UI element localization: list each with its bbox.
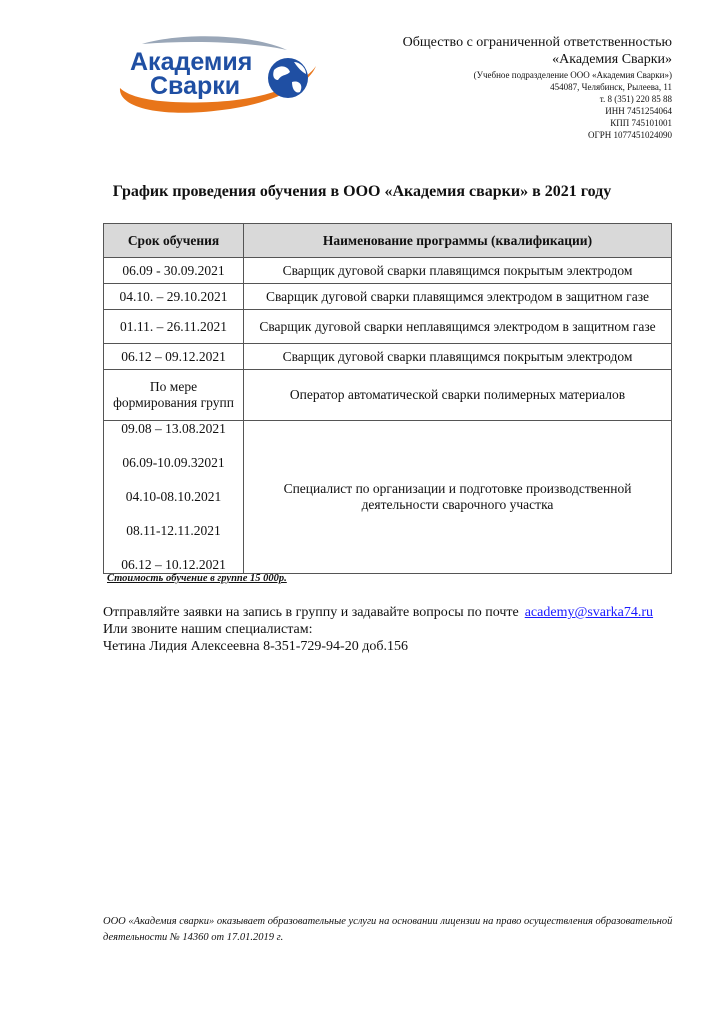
contact-line3: Четина Лидия Алексеевна 8-351-729-94-20 доб.156	[103, 639, 408, 654]
company-kpp: КПП 745101001	[610, 118, 672, 128]
term-cell: 04.10. – 29.10.2021	[104, 284, 244, 310]
term-cell: По мере формирования групп	[104, 370, 244, 421]
term-date: 06.09-10.09.32021	[122, 455, 225, 470]
globe-icon	[268, 58, 308, 98]
table-row	[104, 421, 672, 574]
term-cell-multi	[104, 421, 244, 574]
document-title: График проведения обучения в ООО «Академия сварки» в 2021 году	[112, 183, 612, 200]
logo-text-line1: Академия	[130, 48, 253, 76]
table-row	[104, 344, 672, 370]
contact-line1	[103, 604, 653, 621]
company-address: 454087, Челябинск, Рылеева, 11	[550, 82, 672, 92]
logo-text-line2: Сварки	[150, 72, 241, 100]
cost-note: Стоимость обучение в группе 15 000р.	[107, 573, 287, 584]
term-date: 09.08 – 13.08.2021	[121, 421, 226, 436]
company-phone: т. 8 (351) 220 85 88	[599, 94, 672, 104]
company-inn: ИНН 7451254064	[605, 106, 672, 116]
company-subdivision: (Учебное подразделение ООО «Академия Сварки»)	[473, 70, 672, 80]
table-header-row	[104, 224, 672, 258]
program-cell: Оператор автоматической сварки полимерных материалов	[244, 370, 672, 421]
table-row	[104, 258, 672, 284]
table-row	[104, 370, 672, 421]
schedule-table	[103, 223, 672, 574]
company-details	[403, 34, 672, 141]
program-cell: Сварщик дуговой сварки плавящимся покрытым электродом	[244, 258, 672, 284]
company-ogrn: ОГРН 1077451024090	[588, 130, 672, 140]
term-date: 08.11-12.11.2021	[126, 523, 221, 538]
company-logo	[112, 30, 322, 120]
contact-text: Отправляйте заявки на запись в группу и задавайте вопросы по почте	[103, 605, 519, 620]
email-link[interactable]: academy@svarka74.ru	[524, 605, 654, 620]
company-name-line1: Общество с ограниченной ответственностью	[402, 35, 672, 50]
program-cell: Сварщик дуговой сварки плавящимся электродом в защитном газе	[244, 284, 672, 310]
program-cell: Сварщик дуговой сварки неплавящимся электродом в защитном газе	[244, 310, 672, 344]
contact-block	[103, 604, 653, 655]
license-footer: ООО «Академия сварки» оказывает образовательные услуги на основании лицензии на право осуществления образовательной деятельности № 14360 от 17.01.2019 г.	[103, 916, 673, 943]
table-row	[104, 284, 672, 310]
term-cell: 06.12 – 09.12.2021	[104, 344, 244, 370]
term-cell: 01.11. – 26.11.2021	[104, 310, 244, 344]
contact-line2: Или звоните нашим специалистам:	[103, 622, 313, 637]
program-cell: Сварщик дуговой сварки плавящимся покрытым электродом	[244, 344, 672, 370]
table-row	[104, 310, 672, 344]
term-date: 04.10-08.10.2021	[125, 489, 222, 504]
company-name-line2: «Академия Сварки»	[552, 52, 672, 67]
program-cell: Специалист по организации и подготовке производственной деятельности сварочного участка	[244, 421, 672, 574]
term-date: 06.12 – 10.12.2021	[121, 557, 226, 572]
header-term: Срок обучения	[104, 224, 244, 258]
term-cell: 06.09 - 30.09.2021	[104, 258, 244, 284]
header-program: Наименование программы (квалификации)	[244, 224, 672, 258]
